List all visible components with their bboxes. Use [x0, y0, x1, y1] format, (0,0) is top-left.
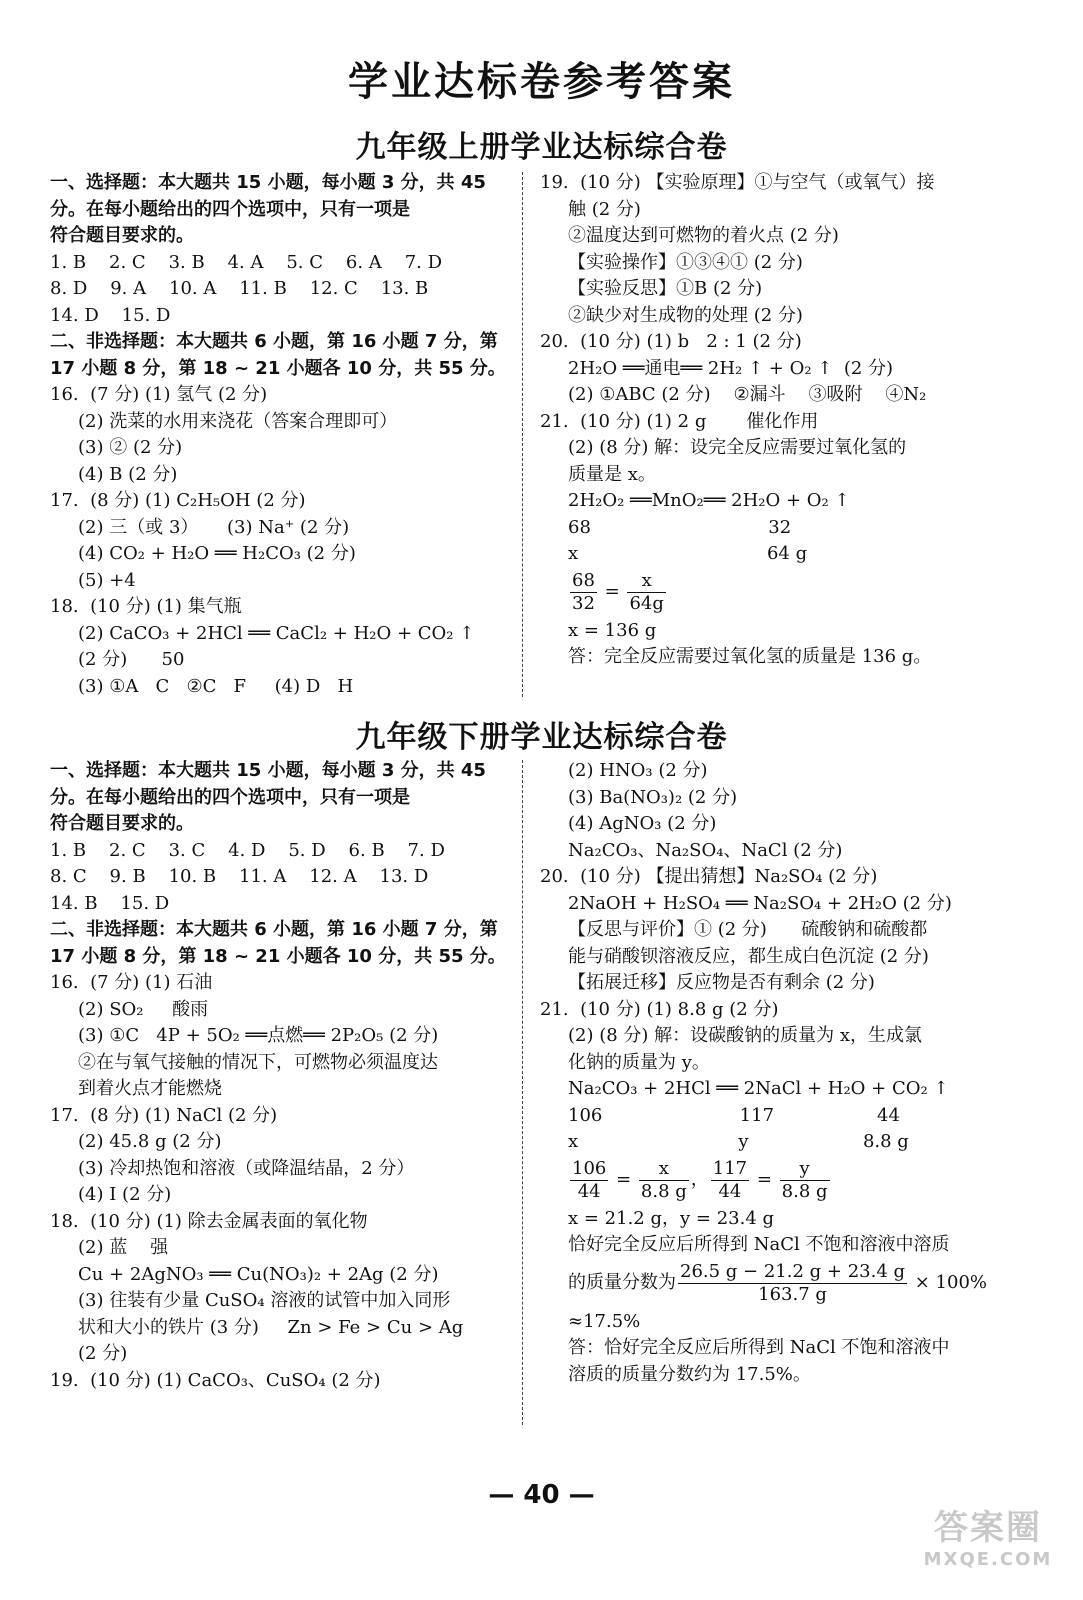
answer-line: 17. (8 分) (1) NaCl (2 分): [50, 1104, 278, 1126]
fraction: [639, 1158, 689, 1203]
fraction-denominator: 8.8 g: [781, 1181, 828, 1202]
watermark-bottom: MXQE.COM: [923, 1549, 1053, 1570]
instruction-line: 17 小题 8 分，第 18 ~ 21 小题各 10 分，共 55 分。: [50, 357, 506, 379]
answer-line: 质量是 x。: [568, 463, 656, 485]
answer-line: (2) 45.8 g (2 分): [78, 1131, 222, 1152]
answer-line: 【实验反思】①B (2 分): [568, 278, 763, 299]
answer-line: (4) B (2 分): [78, 463, 178, 485]
answer-line: (2) 蓝 强: [78, 1237, 169, 1258]
answer-line: 【拓展迁移】反应物是否有剩余 (2 分): [568, 972, 875, 993]
column-divider-upper: [522, 172, 523, 697]
equation-suffix: × 100%: [909, 1272, 988, 1294]
answer-line: (5) +4: [78, 569, 136, 591]
answer-line: Cu + 2AgNO₃ ══ Cu(NO₃)₂ + 2Ag (2 分): [78, 1263, 439, 1285]
answer-line: 状和大小的铁片 (3 分) Zn > Fe > Cu > Ag: [78, 1316, 464, 1338]
equation-prefix: 的质量分数为: [568, 1272, 676, 1294]
answer-line: (3) Ba(NO₃)₂ (2 分): [568, 786, 738, 808]
answer-line: (2) CaCO₃ + 2HCl ══ CaCl₂ + H₂O + CO₂ ↑: [78, 622, 475, 644]
answer-line: x = 136 g: [568, 619, 657, 641]
proportion-equation: $\frac{106}{44}$ = $\frac{x}{8.8 g}$ ， $\frac{117}{44}$ = $\frac{y}{8.8 g}$: [572, 1158, 828, 1202]
instruction-line: 符合题目要求的。: [50, 225, 194, 246]
watermark-top: 答案圈: [934, 1508, 1042, 1548]
answer-line: 21. (10 分) (1) 8.8 g (2 分): [540, 998, 779, 1020]
fraction: [780, 1158, 830, 1203]
instruction-line: 二、非选择题：本大题共 6 小题，第 16 小题 7 分，第: [50, 331, 498, 352]
lower-left-column: [50, 758, 505, 1394]
answer-line: (4) Ⅰ (2 分): [78, 1184, 172, 1205]
upper-right-column: [540, 170, 1000, 671]
fraction: [570, 570, 597, 615]
page-number: — 40 —: [488, 1480, 595, 1510]
fraction: [678, 1261, 907, 1306]
answer-line: 2H₂O₂ ══MnO₂══ 2H₂O + O₂ ↑: [568, 490, 850, 511]
answer-line: (3) 冷却热饱和溶液（或降温结晶，2 分）: [78, 1157, 415, 1179]
answer-line: 8. C 9. B 10. B 11. A 12. A 13. D: [50, 866, 429, 887]
fraction-numerator: 117: [712, 1158, 748, 1179]
fraction: [711, 1158, 749, 1203]
mass-fraction-equation: [540, 1259, 1000, 1309]
answer-line: (2) 三（或 3） (3) Na⁺ (2 分): [78, 516, 350, 538]
upper-left-column: [50, 170, 505, 700]
answer-line: 20. (10 分) (1) b 2 : 1 (2 分): [540, 331, 802, 352]
answer-line: ②缺少对生成物的处理 (2 分): [568, 304, 803, 326]
answer-line: 8. D 9. A 10. A 11. B 12. C 13. B: [50, 278, 429, 299]
instruction-line: 17 小题 8 分，第 18 ~ 21 小题各 10 分，共 55 分。: [50, 945, 506, 967]
answer-line: 能与硝酸钡溶液反应，都生成白色沉淀 (2 分): [568, 945, 929, 967]
answer-line: ②在与氧气接触的情况下，可燃物必须温度达: [78, 1051, 438, 1073]
fraction-numerator: 26.5 g − 21.2 g + 23.4 g: [680, 1261, 906, 1282]
fraction: [570, 1158, 608, 1203]
fraction-numerator: 106: [572, 1158, 607, 1179]
answer-line: 【实验操作】①③④① (2 分): [568, 251, 803, 273]
answer-line: 17. (8 分) (1) C₂H₅OH (2 分): [50, 490, 306, 511]
fraction-denominator: 163.7 g: [758, 1284, 827, 1305]
answer-line: 触 (2 分): [568, 198, 641, 220]
fraction-numerator: 68: [572, 570, 595, 591]
separator: ，: [690, 1169, 709, 1191]
answer-line: 19. (10 分) 【实验原理】①与空气（或氧气）接: [540, 172, 935, 193]
section-title-lower: 九年级下册学业达标综合卷: [355, 720, 728, 755]
answer-line: 18. (10 分) (1) 除去金属表面的氧化物: [50, 1210, 368, 1232]
fraction-denominator: 32: [572, 593, 595, 614]
instruction-line: 一、选择题：本大题共 15 小题，每小题 3 分，共 45: [50, 760, 486, 781]
answer-line: x = 21.2 g，y = 23.4 g: [568, 1207, 775, 1229]
fraction-denominator: 44: [577, 1181, 601, 1202]
fraction-denominator: 44: [718, 1181, 742, 1202]
answer-line: 20. (10 分) 【提出猜想】Na₂SO₄ (2 分): [540, 866, 878, 887]
answer-line: 恰好完全反应后所得到 NaCl 不饱和溶液中溶质: [568, 1234, 950, 1255]
answer-line: ≈17.5%: [568, 1310, 641, 1332]
answer-line: (2 分): [78, 1343, 128, 1364]
answer-line: 1. B 2. C 3. C 4. D 5. D 6. B 7. D: [50, 839, 445, 861]
answer-line: (4) AgNO₃ (2 分): [568, 813, 717, 834]
answer-line: 68 32: [568, 516, 792, 538]
answer-line: 【反思与评价】① (2 分) 硫酸钠和硫酸都: [568, 919, 928, 940]
answer-line: 答：恰好完全反应后所得到 NaCl 不饱和溶液中: [568, 1337, 950, 1358]
answer-line: 16. (7 分) (1) 石油: [50, 972, 213, 993]
instruction-line: 分。在每小题给出的四个选项中，只有一项是: [50, 786, 410, 808]
answer-line: 14. B 15. D: [50, 892, 170, 914]
answer-line: 溶质的质量分数约为 17.5%。: [568, 1363, 811, 1385]
instruction-line: 二、非选择题：本大题共 6 小题，第 16 小题 7 分，第: [50, 919, 498, 940]
answer-line: (2) SO₂ 酸雨: [78, 998, 209, 1020]
answer-line: x 64 g: [568, 543, 808, 564]
answer-line: 1. B 2. C 3. B 4. A 5. C 6. A 7. D: [50, 251, 443, 273]
answer-line: (3) ①C 4P + 5O₂ ══点燃══ 2P₂O₅ (2 分): [78, 1025, 439, 1046]
instruction-line: 一、选择题：本大题共 15 小题，每小题 3 分，共 45: [50, 172, 486, 193]
column-divider-lower: [522, 760, 523, 1425]
instruction-line: 分。在每小题给出的四个选项中，只有一项是: [50, 198, 410, 220]
answer-line: x y 8.8 g: [568, 1131, 909, 1152]
answer-line: (2) ①ABC (2 分) ②漏斗 ③吸附 ④N₂: [568, 384, 927, 405]
answer-line: 16. (7 分) (1) 氢气 (2 分): [50, 384, 268, 405]
answer-line: 2NaOH + H₂SO₄ ══ Na₂SO₄ + 2H₂O (2 分): [568, 892, 952, 914]
answer-line: 到着火点才能燃烧: [78, 1078, 222, 1099]
answer-line: Na₂CO₃、Na₂SO₄、NaCl (2 分): [568, 839, 843, 861]
answer-line: Na₂CO₃ + 2HCl ══ 2NaCl + H₂O + CO₂ ↑: [568, 1078, 949, 1099]
answer-line: (3) ①A C ②C F (4) D H: [78, 675, 354, 697]
answer-line: 14. D 15. D: [50, 304, 171, 326]
answer-line: 19. (10 分) (1) CaCO₃、CuSO₄ (2 分): [50, 1369, 381, 1391]
answer-line: 18. (10 分) (1) 集气瓶: [50, 596, 242, 617]
proportion-equation: $\frac{68}{32}$ = $\frac{x}{64g}$: [572, 570, 664, 614]
watermark-logo: [913, 1500, 1063, 1590]
fraction: [627, 570, 665, 615]
fraction-numerator: x: [639, 1158, 689, 1181]
section-title-upper: 九年级上册学业达标综合卷: [355, 130, 728, 165]
lower-right-column: [540, 758, 1000, 1388]
answer-line: 2H₂O ══通电══ 2H₂ ↑ + O₂ ↑ (2 分): [568, 357, 894, 379]
answer-line: (2 分) 50: [78, 649, 185, 670]
answer-line: (3) ② (2 分): [78, 437, 183, 458]
answer-line: (3) 往装有少量 CuSO₄ 溶液的试管中加入同形: [78, 1290, 451, 1311]
answer-line: (2) 洗菜的水用来浇花（答案合理即可）: [78, 410, 398, 432]
fraction-numerator: x: [627, 570, 665, 593]
fraction-denominator: 8.8 g: [640, 1181, 687, 1202]
answer-line: 化钠的质量为 y。: [568, 1051, 710, 1073]
instruction-line: 符合题目要求的。: [50, 813, 194, 834]
answer-line: 21. (10 分) (1) 2 g 催化作用: [540, 410, 819, 432]
answer-line: (2) (8 分) 解：设碳酸钠的质量为 x，生成氯: [568, 1025, 923, 1046]
answer-line: (4) CO₂ + H₂O ══ H₂CO₃ (2 分): [78, 543, 356, 564]
answer-line: 106 117 44: [568, 1104, 900, 1126]
answer-line: ②温度达到可燃物的着火点 (2 分): [568, 225, 839, 246]
answer-line: (2) (8 分) 解：设完全反应需要过氧化氢的: [568, 437, 907, 458]
answer-line: 答：完全反应需要过氧化氢的质量是 136 g。: [568, 646, 932, 667]
main-title: 学业达标卷参考答案: [348, 59, 735, 105]
fraction-denominator: 64g: [629, 593, 664, 614]
answer-line: (2) HNO₃ (2 分): [568, 760, 708, 781]
fraction-numerator: y: [780, 1158, 830, 1181]
